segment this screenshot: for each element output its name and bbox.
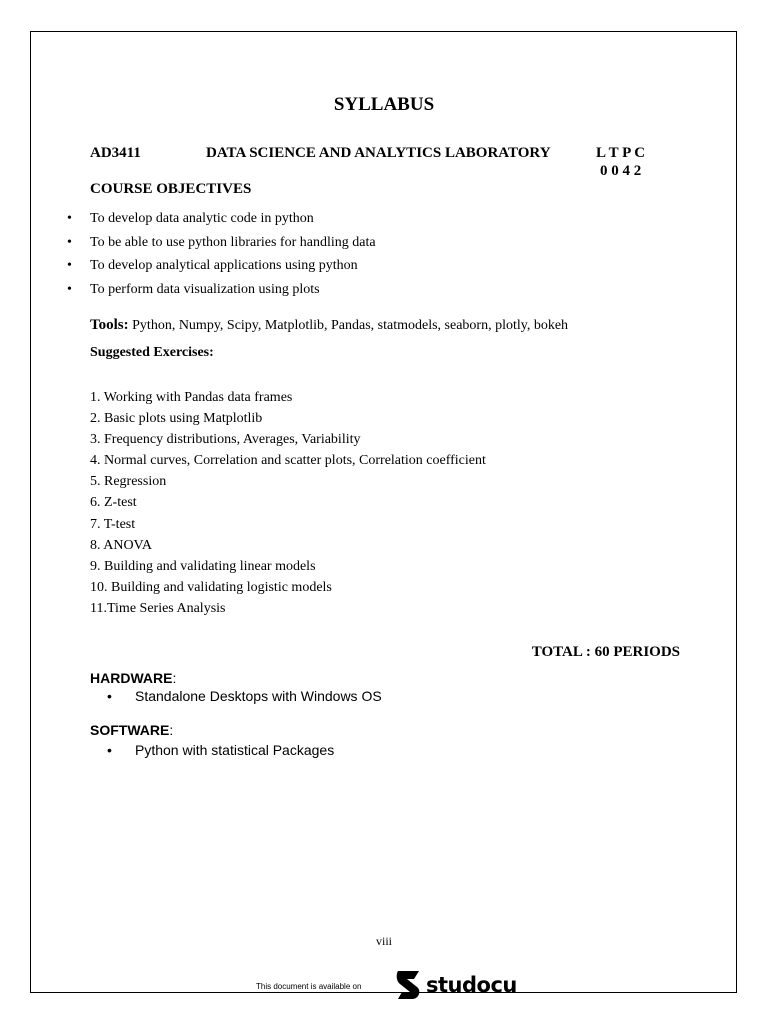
footer-note: This document is available on	[256, 982, 362, 991]
ltpc-label: L T P C	[596, 145, 646, 161]
list-item: 6. Z-test	[90, 495, 137, 511]
list-item: 3. Frequency distributions, Averages, Variability	[90, 432, 361, 448]
hardware-heading	[90, 670, 176, 686]
objectives-heading: COURSE OBJECTIVES	[90, 181, 252, 197]
list-item: • To develop analytical applications using python	[67, 255, 376, 279]
software-item: • Python with statistical Packages	[90, 742, 334, 758]
studocu-s-icon	[394, 968, 424, 1002]
software-label: SOFTWARE	[90, 722, 170, 738]
list-item: 11.Time Series Analysis	[90, 600, 226, 616]
exercises-heading: Suggested Exercises:	[90, 345, 214, 360]
software-heading	[90, 722, 173, 738]
list-item: 10. Building and validating logistic models	[90, 579, 332, 595]
exercises-list	[90, 388, 486, 620]
list-item: 7. T-test	[90, 516, 136, 532]
hardware-item: • Standalone Desktops with Windows OS	[90, 688, 382, 704]
page-number: viii	[375, 934, 392, 948]
list-item: 9. Building and validating linear models	[90, 558, 316, 574]
list-item: 8. ANOVA	[90, 537, 152, 553]
list-item: 2. Basic plots using Matplotlib	[90, 411, 263, 427]
course-code: AD3411	[90, 145, 141, 161]
list-item: • To perform data visualization using plots	[67, 279, 376, 303]
ltpc-values: 0 0 4 2	[600, 163, 642, 179]
tools-label: Tools:	[90, 317, 129, 333]
total-periods: TOTAL : 60 PERIODS	[531, 644, 680, 660]
studocu-logo[interactable]	[394, 968, 517, 1002]
list-item: • To develop data analytic code in python	[67, 208, 376, 232]
list-item: 1. Working with Pandas data frames	[90, 390, 293, 405]
list-item: • To be able to use python libraries for handling data	[67, 232, 376, 256]
software-colon: :	[169, 722, 174, 738]
hardware-label: HARDWARE	[90, 670, 173, 686]
studocu-brand: studocu	[426, 973, 517, 997]
course-name: DATA SCIENCE AND ANALYTICS LABORATORY	[206, 145, 551, 161]
tools-line	[90, 317, 568, 334]
list-item: 5. Regression	[90, 474, 167, 490]
hardware-colon: :	[172, 670, 177, 686]
list-item: 4. Normal curves, Correlation and scatter plots, Correlation coefficient	[90, 453, 486, 469]
tools-value: Python, Numpy, Scipy, Matplotlib, Pandas, statmodels, seaborn, plotly, bokeh	[132, 318, 569, 333]
objectives-list	[67, 208, 376, 303]
page-title: SYLLABUS	[333, 94, 435, 115]
